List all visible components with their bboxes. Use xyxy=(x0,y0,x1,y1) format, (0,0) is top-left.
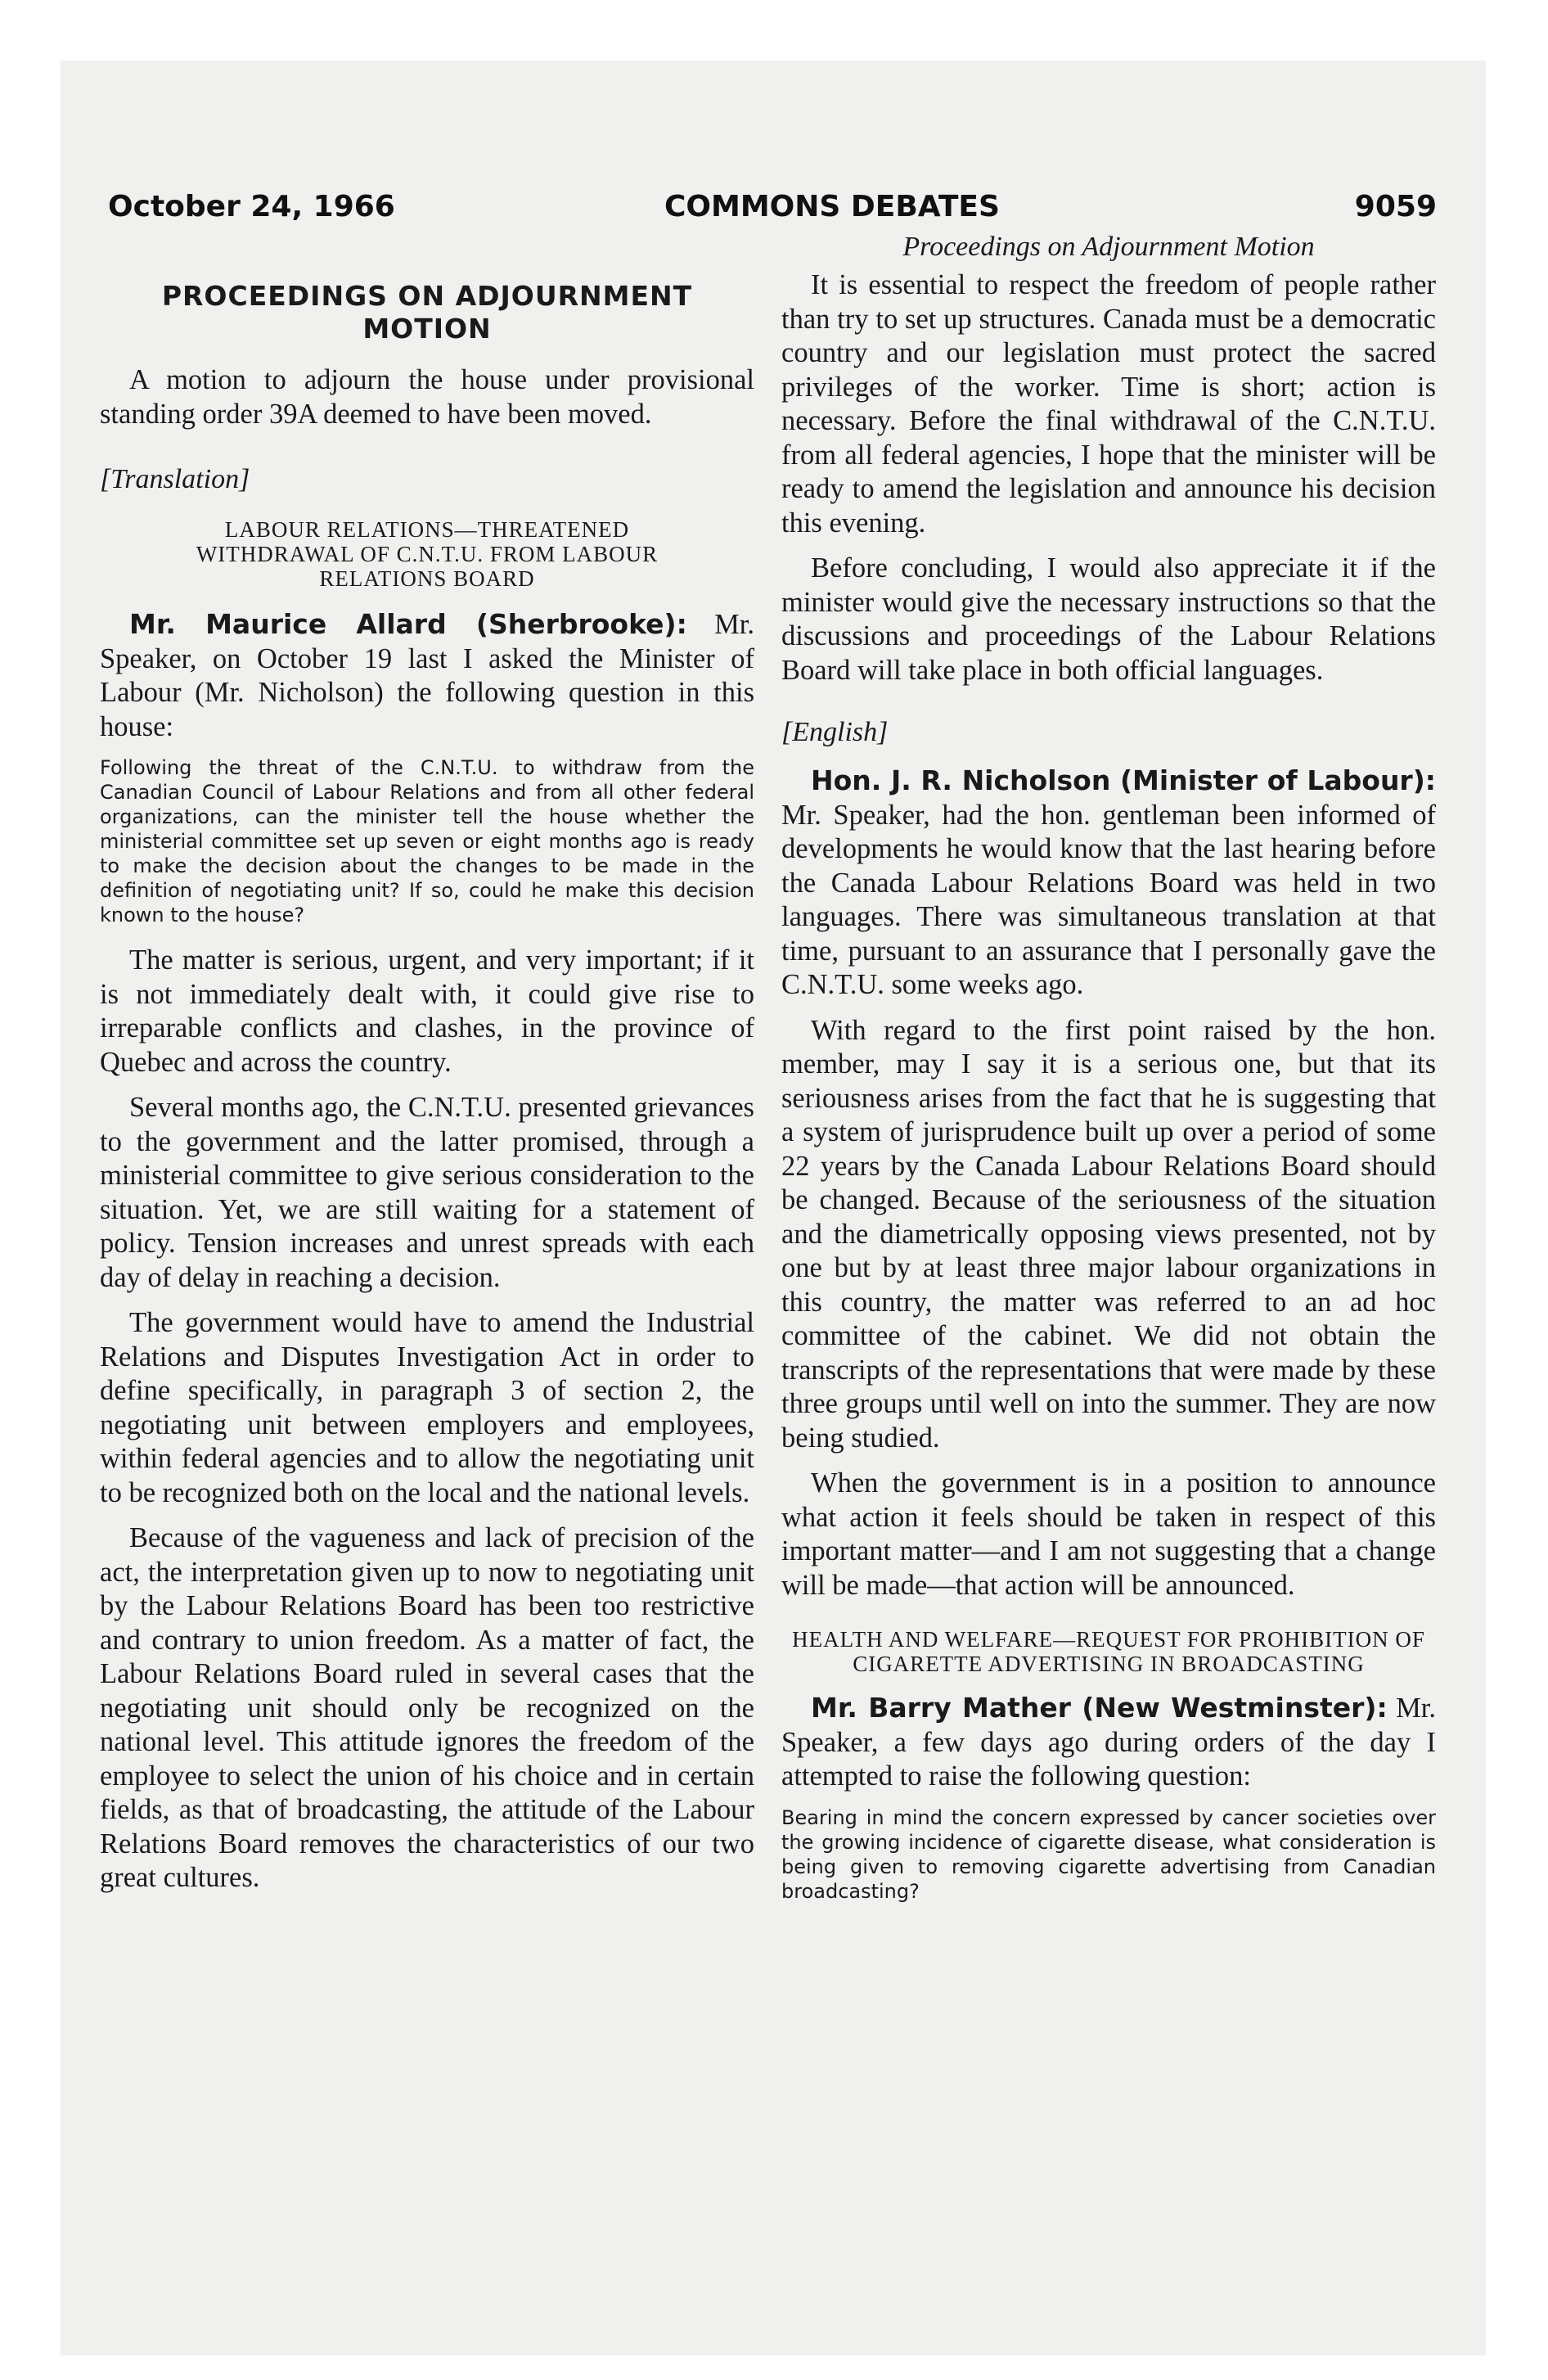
section-heading: PROCEEDINGS ON ADJOURNMENT MOTION xyxy=(161,280,693,345)
running-head: Proceedings on Adjournment Motion xyxy=(902,232,1315,262)
paragraph: When the government is in a position to announce what action it feels should be taken in respect of this important matter—and I am not suggesting that a change will be made—that action will be announced. xyxy=(781,1467,1436,1601)
english-label: [English] xyxy=(781,717,889,747)
speaker-text: Mr. Speaker, had the hon. gentleman been informed of developments he would know that the last hearing before the Canada Labour Relations Board was held in two languages. There was simultaneous translation at that time, pursuant to an assurance that I personally gave the C.N.T.U. some weeks ago. xyxy=(781,799,1436,1000)
speaker-name: Mr. Barry Mather (New Westminster): xyxy=(811,1692,1388,1724)
paragraph: The matter is serious, urgent, and very important; if it is not immediately dealt with, it could give rise to irreparable conflicts and clashes, in the province of Quebec and across the country. xyxy=(100,944,754,1078)
paragraph: It is essential to respect the freedom of people rather than try to set up structures. Canada must be a democratic country and our legislation must protect the sacred privileges of the worker. Time is short; action is necessary. Before the final withdrawal of the C.N.T.U. from all federal agencies, I hope that the minister will be ready to amend the legislation and announce his decision this evening. xyxy=(781,269,1436,539)
paragraph: Before concluding, I would also appreciate it if the minister would give the necessary instructions so that the discussions and proceedings of the Labour Relations Board will take place in both official languages. xyxy=(781,552,1436,686)
paragraph: Because of the vagueness and lack of precision of the act, the interpretation given up to now to negotiating unit by the Labour Relations Board has been too restrictive and contrary to union freedom. As a matter of fact, the Labour Relations Board ruled in several cases that the negotiating unit should only be recognized on the national level. This attitude ignores the freedom of the employee to select the union of his choice and in certain fields, as that of broadcasting, the attitude of the Labour Relations Board removes the characteristics of our two great cultures. xyxy=(100,1522,754,1893)
speaker-paragraph xyxy=(781,764,1436,1003)
speaker-paragraph xyxy=(781,1691,1436,1794)
paragraph: The government would have to amend the Industrial Relations and Disputes Investigation Act in order to define specifically, in paragraph 3 of section 2, the negotiating unit between employers and employees, within federal agencies and to allow the negotiating unit to be recognized both on the local and the national levels. xyxy=(100,1307,754,1508)
speaker-paragraph xyxy=(100,607,754,744)
header-title: COMMONS DEBATES xyxy=(664,190,1000,223)
speaker-name: Hon. J. R. Nicholson (Minister of Labour): xyxy=(811,764,1436,796)
quoted-question: Following the threat of the C.N.T.U. to withdraw from the Canadian Council of Labour Relations and from all other federal organizations, can the minister tell the house whether the ministerial committee set up seven or eight months ago is ready to make the decision about the changes to be made in the definition of negotiating unit? If so, could he make this decision known to the house? xyxy=(100,756,754,926)
speaker-text: Mr. Speaker, a few days ago during orders of the day I attempted to raise the following question: xyxy=(781,1693,1437,1792)
subheading-labour-relations: LABOUR RELATIONS—THREATENED WITHDRAWAL OF C.N.T.U. FROM LABOUR RELATIONS BOARD xyxy=(196,517,659,591)
intro-paragraph: A motion to adjourn the house under provisional standing order 39A deemed to have been moved. xyxy=(100,364,754,430)
paragraph: With regard to the first point raised by the hon. member, may I say it is a serious one, but that its seriousness arises from the fact that he is suggesting that a system of jurisprudence built up over a period of some 22 years by the Canada Labour Relations Board should be changed. Because of the seriousness of the situation and the diametrically opposing views presented, not by one but by at least three major labour organizations in this country, the matter was referred to an ad hoc committee of the cabinet. We did not obtain the transcripts of the representations that were made by these three groups until well on into the summer. They are now being studied. xyxy=(781,1014,1436,1454)
speaker-text: Mr. Speaker, on October 19 last I asked the Minister of Labour (Mr. Nicholson) the following question in this house: xyxy=(100,609,755,742)
left-column xyxy=(100,231,754,1895)
header-date: October 24, 1966 xyxy=(108,190,395,223)
speaker-name: Mr. Maurice Allard (Sherbrooke): xyxy=(129,608,687,640)
translation-label: [Translation] xyxy=(100,464,250,494)
subheading-health-welfare: HEALTH AND WELFARE—REQUEST FOR PROHIBITION OF CIGARETTE ADVERTISING IN BROADCASTING xyxy=(792,1627,1425,1676)
right-column xyxy=(781,231,1436,1904)
header-page-number: 9059 xyxy=(1354,190,1437,223)
paragraph: Several months ago, the C.N.T.U. presented grievances to the government and the latter promised, through a ministerial committee to give serious consideration to the situation. Yet, we are still waiting for a statement of policy. Tension increases and unrest spreads with each day of delay in reaching a decision. xyxy=(100,1092,754,1293)
quoted-question: Bearing in mind the concern expressed by cancer societies over the growing incidence of cigarette disease, what consideration is being given to removing cigarette advertising from Canadian broadcasting? xyxy=(781,1805,1436,1903)
